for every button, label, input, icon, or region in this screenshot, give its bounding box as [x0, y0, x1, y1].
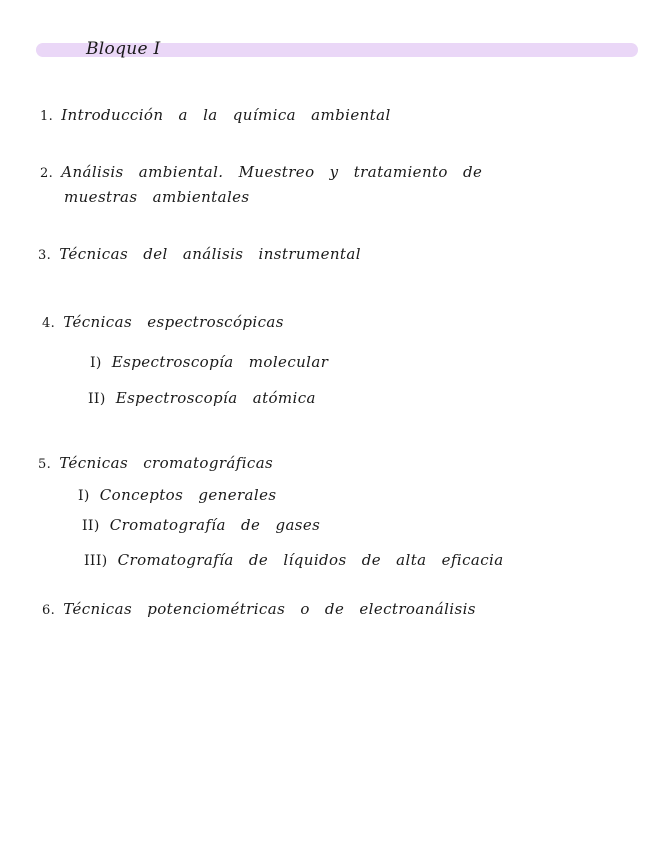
sub-item-numeral: I) [78, 488, 90, 504]
sub-item-5-2 [82, 516, 320, 534]
list-item-1 [40, 106, 391, 124]
list-item-2 [40, 163, 482, 181]
list-item-5 [38, 454, 273, 472]
item-text: Análisis ambiental. Muestreo y tratamiento de [61, 163, 483, 181]
sub-item-4-2 [88, 389, 316, 407]
item-number: 3. [38, 248, 52, 263]
item-number: 2. [40, 166, 54, 181]
list-item-3 [38, 245, 361, 263]
item-text: Técnicas potenciométricas o de electroanálisis [63, 600, 476, 618]
item-number: 1. [40, 109, 54, 124]
sub-item-text: Cromatografía de líquidos de alta eficacia [117, 551, 504, 569]
item-text: Técnicas espectroscópicas [63, 313, 284, 331]
item-number: 5. [38, 457, 52, 472]
sub-item-text: Espectroscopía molecular [111, 353, 329, 371]
sub-item-numeral: III) [84, 553, 108, 569]
sub-item-5-3 [84, 551, 504, 569]
item-text: Técnicas del análisis instrumental [59, 245, 361, 263]
list-item-4 [42, 313, 284, 331]
list-item-6 [42, 600, 476, 618]
item-text: Técnicas cromatográficas [59, 454, 274, 472]
item-text: Introducción a la química ambiental [61, 106, 391, 124]
sub-item-numeral: II) [82, 518, 100, 534]
sub-item-4-1 [90, 353, 328, 371]
item-number: 4. [42, 316, 56, 331]
sub-item-numeral: II) [88, 391, 106, 407]
sub-item-text: Conceptos generales [99, 486, 277, 504]
sub-item-5-1 [78, 486, 276, 504]
sub-item-numeral: I) [90, 355, 102, 371]
item-number: 6. [42, 603, 56, 618]
sub-item-text: Espectroscopía atómica [115, 389, 316, 407]
sub-item-text: Cromatografía de gases [109, 516, 321, 534]
block-title: Bloque I [86, 39, 161, 59]
list-item-2-continuation: muestras ambientales [64, 188, 250, 206]
